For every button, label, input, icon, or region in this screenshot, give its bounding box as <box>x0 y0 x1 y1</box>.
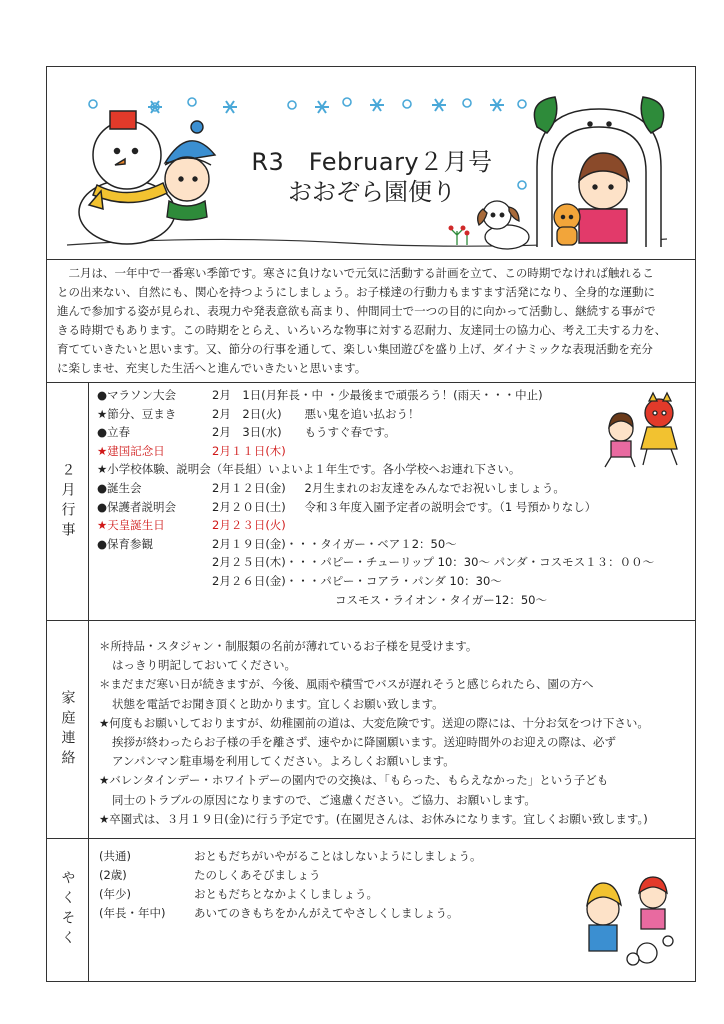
newsletter-title <box>237 147 507 207</box>
promise-row: (年長・年中) あいてのきもちをかんがえてやさしくしましょう。 <box>99 906 459 920</box>
oni-and-child-illustration <box>597 391 687 471</box>
intro-line: 二月は、一年中で一番寒い季節です。寒さに負けないで元気に活動する計画を立て、この時期でなければ触れるこ <box>57 266 654 280</box>
berry-sprigs <box>451 229 467 245</box>
contact-line: 同士のトラブルの原因になりますので、ご遠慮ください。ご協力、お願いします。 <box>112 792 536 807</box>
girl <box>579 153 629 243</box>
contact-line: はっきり明記しておいてください。 <box>112 658 296 673</box>
title-issue: R3 February２月号 <box>251 148 493 176</box>
promise-row: (年少) おともだちとなかよくしましょう。 <box>99 887 378 901</box>
events-label: ２月行事 <box>47 383 89 620</box>
event-row: コスモス・ライオン・タイガー12：50～ <box>335 592 547 607</box>
event-row: ●立春 2月 3日(水) もうすぐ春です。 <box>97 425 396 440</box>
event-row-holiday: ★建国記念日 2月１１日(木) <box>97 443 286 458</box>
puppy <box>478 201 529 249</box>
contact-line: 挨拶が終わったらお子様の手を離さず、速やかに降園願います。送迎時間外のお迎えの際は、必ず <box>112 735 617 750</box>
contact-line: ★卒園式は、３月１９日(金)に行う予定です。(在園児さんは、お休みになります。宜しくお願い致します。) <box>99 811 648 826</box>
title-newsletter-name: おおぞら園便り <box>288 178 456 206</box>
intro-paragraph <box>47 260 695 383</box>
newsletter-page <box>46 66 696 982</box>
snowball-kids-illustration <box>573 869 683 969</box>
event-row: ★節分、豆まき 2月 2日(火) 悪い鬼を追い払おう！ <box>97 406 420 421</box>
event-row: ●マラソン大会 2月 1日(月) 年長・中 ・少最後まで頑張ろう！(雨天・・・中止) <box>97 388 543 402</box>
home-contact-label: 家庭連絡 <box>47 621 89 838</box>
intro-line: に楽しませ、充実した生活へと進んでいきたいと思います。 <box>57 361 367 375</box>
intro-line: 進んで参加する姿が見られ、表現力や発表意欲も高まり、仲間同士で一つの目的に向かって活動し、継続する事がで <box>57 304 656 318</box>
contact-line: ★バレンタインデー・ホワイトデーの園内での交換は、「もらった、もらえなかった」という子ども <box>99 773 609 788</box>
promise-row: (共通) おともだちがいやがることはしないようにしましょう。 <box>99 849 482 863</box>
event-row-holiday: ★天皇誕生日 2月２３日(火) <box>97 518 286 533</box>
newsletter-header <box>47 67 695 260</box>
contact-line: ＊まだまだ寒い日が続きますが、今後、風雨や積雪でバスが遅れそうと感じられたら、園の方へ <box>99 677 594 692</box>
event-row: ●保護者説明会 2月２０日(土) 令和３年度入園予定者の説明会です。（1 号預かりなし） <box>97 499 597 514</box>
promise-row: (2歳) たのしくあそびましょう <box>99 868 321 882</box>
contact-line: ★何度もお願いしておりますが、幼稚園前の道は、大変危険です。送迎の際には、十分お気をつけ下さい。 <box>99 715 649 730</box>
snowman <box>79 111 175 244</box>
promise-label: やくそく <box>47 839 89 981</box>
event-row: ●誕生会 2月１２日(金) 2月生まれのお友達をみんなでお祝いしましょう。 <box>97 480 565 495</box>
intro-line: 育てていきたいと思います。又、節分の行事を通して、楽しい集団遊びを盛り上げ、ダイナミックな表現活動を充分 <box>57 342 653 356</box>
events-section <box>47 383 695 621</box>
contact-line: アンパンマン駐車場を利用してください。よろしくお願いします。 <box>112 754 455 769</box>
home-contact-section <box>47 621 695 839</box>
tiger-cub <box>554 204 580 245</box>
intro-line: との出来ない、自然にも、関心を持つようにしましょう。お子様達の行動力もますます活発になり、全身的な運動に <box>57 285 655 299</box>
event-row: ●保育参観 2月１９日(金)・・・タイガー・ベア１2：50～ <box>97 536 457 551</box>
event-row: 2月２６日(金)・・・パピー・コアラ・パンダ 10：30～ <box>212 573 502 588</box>
contact-line: ＊所持品・スタジャン・制服類の名前が薄れているお子様を見受けます。 <box>99 639 478 653</box>
promise-section <box>47 839 695 981</box>
intro-line: きる時期でもあります。この時期をとらえ、いろいろな物事に対する忍耐力、友達同士の協力心、考え工夫する力を、 <box>57 323 667 337</box>
event-row: 2月２５日(木)・・・パピー・チューリップ 10：30～ パンダ・コスモス１３：００～ <box>212 555 655 570</box>
event-row: ★小学校体験、説明会（年長組）いよいよ１年生です。各小学校へお連れ下さい。 <box>97 462 521 477</box>
boy-with-hat <box>165 121 215 220</box>
contact-line: 状態を電話でお聞き頂くと助かります。宜しくお願い致します。 <box>112 696 444 711</box>
home-contact-notes <box>99 637 689 829</box>
